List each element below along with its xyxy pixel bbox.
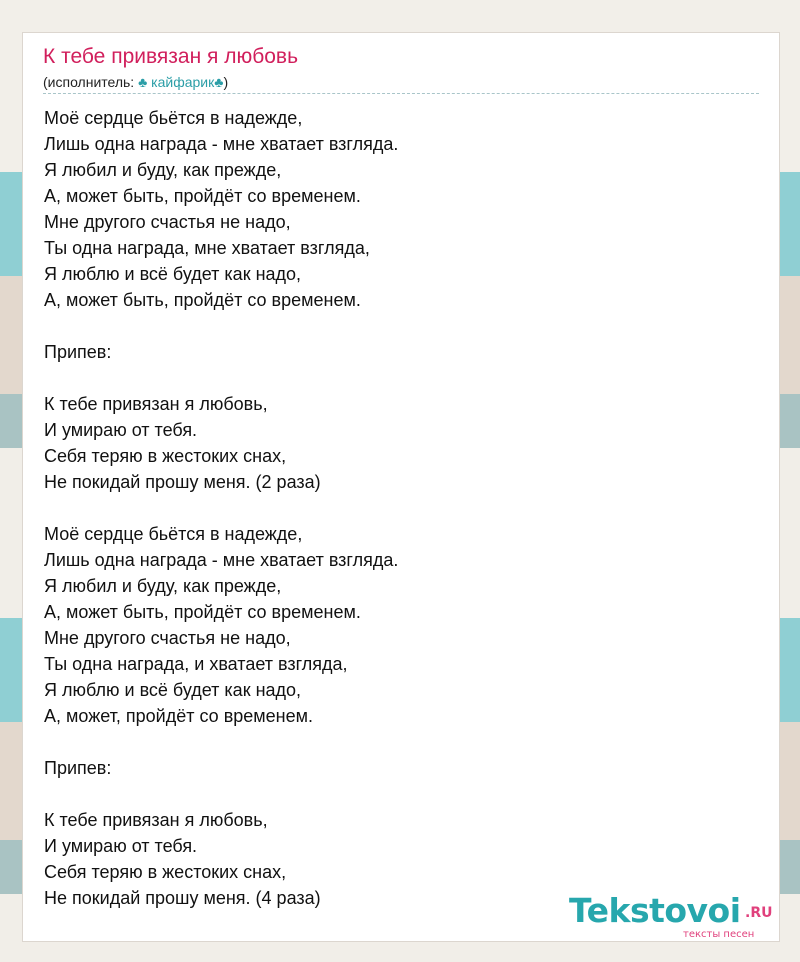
lyrics-blank-line — [44, 313, 398, 339]
lyrics-line: К тебе привязан я любовь, — [44, 394, 268, 414]
lyrics-line: А, может быть, пройдёт со временем. — [44, 186, 361, 206]
chorus-heading: Припев: — [44, 342, 112, 362]
title-divider — [43, 93, 759, 94]
lyrics-line: Мне другого счастья не надо, — [44, 628, 291, 648]
club-right-icon: ♣ — [214, 74, 224, 90]
lyrics-text — [44, 105, 398, 911]
performer-line — [43, 74, 228, 90]
lyrics-line: И умираю от тебя. — [44, 836, 198, 856]
lyrics-line: Ты одна награда, мне хватает взгляда, — [44, 238, 370, 258]
lyrics-line: Я люблю и всё будет как надо, — [44, 680, 302, 700]
song-title: К тебе привязан я любовь — [43, 45, 299, 68]
lyrics-line: Я любил и буду, как прежде, — [44, 160, 282, 180]
lyrics-line: Себя теряю в жестоких снах, — [44, 446, 287, 466]
lyrics-line: К тебе привязан я любовь, — [44, 810, 268, 830]
lyrics-line: Я любил и буду, как прежде, — [44, 576, 282, 596]
performer-suffix: ) — [223, 74, 229, 90]
lyrics-blank-line — [44, 365, 398, 391]
lyrics-line: И умираю от тебя. — [44, 420, 198, 440]
logo-name: Tekstovoi — [569, 891, 741, 930]
lyrics-line: Я люблю и всё будет как надо, — [44, 264, 302, 284]
logo-tld: .RU — [745, 905, 773, 921]
lyrics-line: Моё сердце бьётся в надежде, — [44, 108, 303, 128]
lyrics-line: Ты одна награда, и хватает взгляда, — [44, 654, 348, 674]
lyrics-line: Моё сердце бьётся в надежде, — [44, 524, 303, 544]
lyrics-line: Лишь одна награда - мне хватает взгляда. — [44, 134, 399, 154]
lyrics-blank-line — [44, 495, 398, 521]
lyrics-line: Лишь одна награда - мне хватает взгляда. — [44, 550, 399, 570]
lyrics-line: А, может быть, пройдёт со временем. — [44, 602, 361, 622]
chorus-heading: Припев: — [44, 758, 112, 778]
lyrics-line: Себя теряю в жестоких снах, — [44, 862, 287, 882]
lyrics-card — [22, 32, 780, 942]
lyrics-blank-line — [44, 729, 398, 755]
logo-tagline: тексты песен — [683, 929, 755, 940]
lyrics-line: Мне другого счастья не надо, — [44, 212, 291, 232]
lyrics-line: Не покидай прошу меня. (2 раза) — [44, 472, 321, 492]
lyrics-blank-line — [44, 781, 398, 807]
club-left-icon: ♣ — [138, 74, 148, 90]
lyrics-line: Не покидай прошу меня. (4 раза) — [44, 888, 321, 908]
lyrics-line: А, может быть, пройдёт со временем. — [44, 290, 361, 310]
lyrics-line: А, может, пройдёт со временем. — [44, 706, 313, 726]
tekstovoi-logo[interactable] — [569, 891, 779, 939]
artist-link[interactable]: кайфарик — [147, 74, 215, 90]
performer-prefix: (исполнитель: — [43, 74, 139, 90]
